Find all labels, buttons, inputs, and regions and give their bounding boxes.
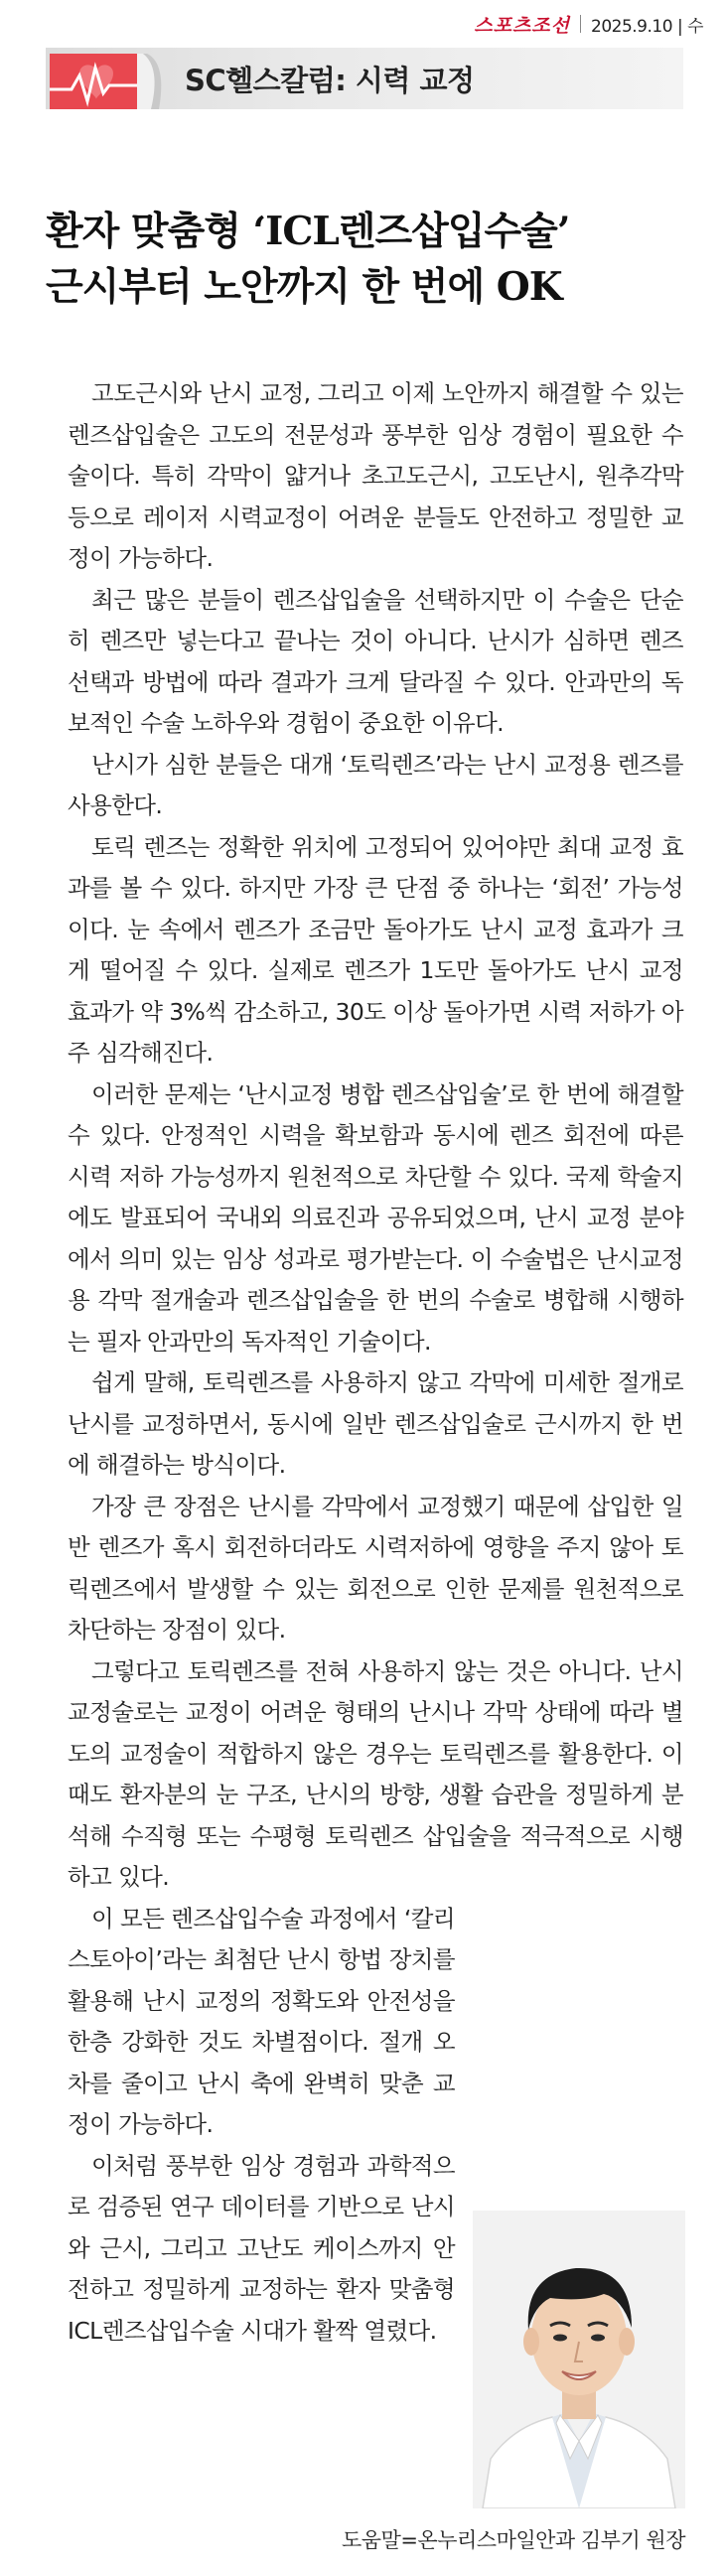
doctor-photo	[473, 2211, 685, 2508]
paragraph: 토릭 렌즈는 정확한 위치에 고정되어 있어야만 최대 교정 효과를 볼 수 있다. 하지만 가장 큰 단점 중 하나는 ‘회전’ 가능성이다. 눈 속에서 렌즈가 조금만 돌아가도 난시 교정 효과가 크게 떨어질 수 있다. 실제로 렌즈가 1도만 돌아가도 난시 교정 효과가 약 3%씩 감소하고, 30도 이상 돌아가면 시력 저하가 아주 심각해진다.	[68, 832, 683, 1067]
banner-curl	[137, 54, 177, 109]
headline-line-2: 근시부터 노안까지 한 번에 OK	[46, 264, 562, 310]
paragraph: 이 모든 렌즈삽입수술 과정에서 ‘칼리스토아이’라는 최첨단 난시 항법 장치를 활용해 난시 교정의 정확도와 안전성을 한층 강화한 것도 차별점이다. 절개 오차를 줄이고 난시 축에 완벽히 맞춘 교정이 가능하다.	[68, 1904, 455, 2138]
paragraph: 그렇다고 토릭렌즈를 전혀 사용하지 않는 것은 아니다. 난시교정술로는 교정이 어려운 형태의 난시나 각막 상태에 따라 별도의 교정술이 적합하지 않은 경우는 토릭렌즈를 활용한다. 이때도 환자분의 눈 구조, 난시의 방향, 생활 습관을 정밀하게 분석해 수직형 또는 수평형 토릭렌즈 삽입술을 적극적으로 시행하고 있다.	[68, 1656, 683, 1891]
paragraph: 최근 많은 분들이 렌즈삽입술을 선택하지만 이 수술은 단순히 렌즈만 넣는다고 끝나는 것이 아니다. 난시가 심하면 렌즈 선택과 방법에 따라 결과가 크게 달라질 수 있다. 안과만의 독보적인 수술 노하우와 경험이 중요한 이유다.	[68, 585, 683, 737]
paragraph: 이러한 문제는 ‘난시교정 병합 렌즈삽입술’로 한 번에 해결할 수 있다. 안정적인 시력을 확보함과 동시에 렌즈 회전에 따른 시력 저하 가능성까지 원천적으로 차단할 수 있다. 국제 학술지에도 발표되어 국내외 의료진과 공유되었으며, 난시 교정 분야에서 의미 있는 임상 성과로 평가받는다. 이 수술법은 난시교정용 각막 절개술과 렌즈삽입술을 한 번의 수술로 병합해 시행하는 필자 안과만의 독자적인 기술이다.	[68, 1079, 683, 1356]
headline-line-1: 환자 맞춤형 ‘ICL렌즈삽입수술’	[46, 209, 570, 254]
masthead	[474, 12, 703, 36]
column-banner	[46, 48, 683, 165]
article-body	[68, 373, 683, 2352]
paragraph: 난시가 심한 분들은 대개 ‘토릭렌즈’라는 난시 교정용 렌즈를 사용한다.	[68, 750, 683, 819]
paragraph: 쉽게 말해, 토릭렌즈를 사용하지 않고 각막에 미세한 절개로 난시를 교정하면서, 동시에 일반 렌즈삽입술로 근시까지 한 번에 해결하는 방식이다.	[68, 1368, 683, 1479]
paragraph: 고도근시와 난시 교정, 그리고 이제 노안까지 해결할 수 있는 렌즈삽입술은 고도의 전문성과 풍부한 임상 경험이 필요한 수술이다. 특히 각막이 얇거나 초고도근시, 고도난시, 원추각막 등으로 레이저 시력교정이 어려운 분들도 안전하고 정밀한 교정이 가능하다.	[68, 379, 683, 572]
divider	[580, 15, 581, 33]
heartbeat-icon	[50, 54, 139, 109]
paragraph: 이처럼 풍부한 임상 경험과 과학적으로 검증된 연구 데이터를 기반으로 난시와 근시, 그리고 고난도 케이스까지 안전하고 정밀하게 교정하는 환자 맞춤형 ICL렌즈삽입수술 시대가 활짝 열렸다.	[68, 2151, 455, 2345]
doctor-portrait-image	[473, 2211, 685, 2508]
paragraph: 가장 큰 장점은 난시를 각막에서 교정했기 때문에 삽입한 일반 렌즈가 혹시 회전하더라도 시력저하에 영향을 주지 않아 토릭렌즈에서 발생할 수 있는 회전으로 인한 문제를 원천적으로 차단하는 장점이 있다.	[68, 1492, 683, 1644]
article-headline	[46, 204, 681, 315]
article-credit: 도움말=온누리스마일안과 김부기 원장	[341, 2528, 685, 2552]
publication-date: 2025.9.10 | 수	[591, 16, 703, 37]
newspaper-logo: 스포츠조선	[474, 14, 571, 37]
column-title: SC헬스칼럼: 시력 교정	[185, 64, 475, 97]
